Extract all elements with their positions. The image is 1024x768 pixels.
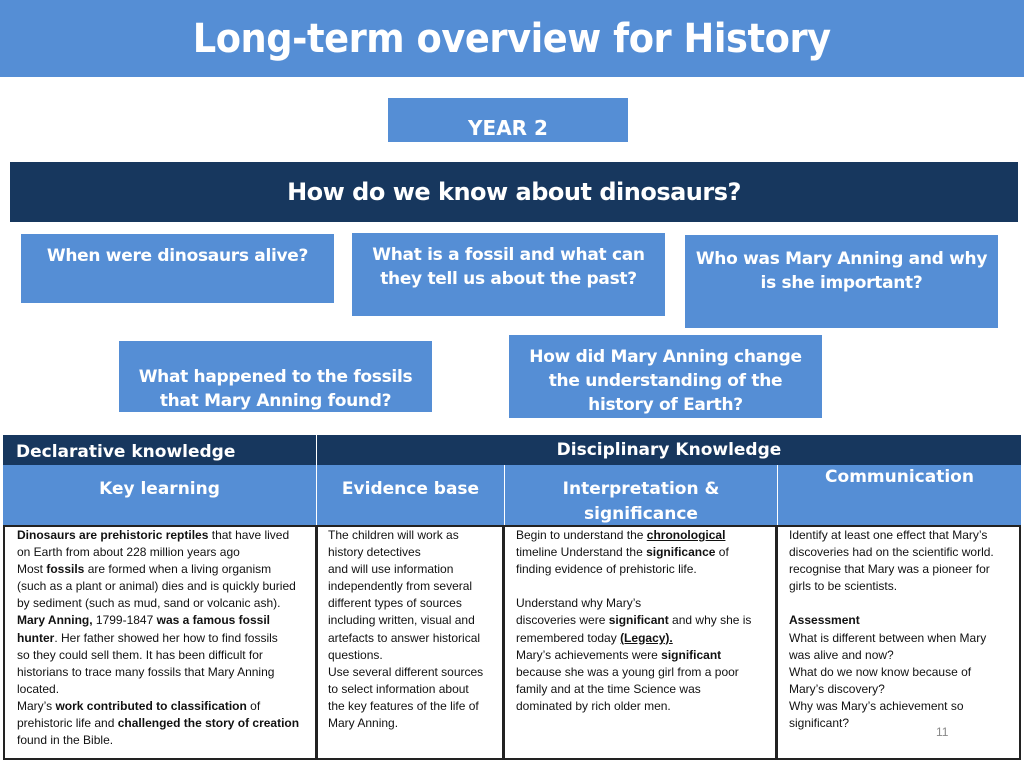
assessment-label: Assessment [789, 613, 860, 628]
question-box-5: How did Mary Anning change the understanding of the history of Earth? [509, 335, 822, 418]
knowledge-table [3, 435, 1021, 760]
communication-cell: Identify at least one effect that Mary’s discoveries had on the scientific world. recognise that Mary was a pioneer for girls to be scientists. Assessment What is different between when Mary was alive and now? What do we now know because of Mary’s discovery? Why was Mary’s achievement so significant? [777, 525, 1021, 760]
disciplinary-knowledge-header: Disciplinary Knowledge [316, 435, 1021, 465]
page-title-bar [0, 0, 1024, 77]
question-box-2: What is a fossil and what can they tell us about the past? [352, 233, 665, 316]
page-title: Long-term overview for History [193, 15, 831, 62]
interpretation-cell: Begin to understand the chronological timeline Understand the significance of finding evidence of prehistoric life. Understand why Mary’s discoveries were significant and why she is remembered today (Legacy). Mary’s achievements were significant because she was a young girl from a poor family and at the time Science was dominated by rich older men. [504, 525, 777, 760]
key-learning-cell: Dinosaurs are prehistoric reptiles that have lived on Earth from about 228 million years ago Most fossils are formed when a living organism (such as a plant or animal) dies and is quickly buried by sediment (such as mud, sand or volcanic ash). Mary Anning, 1799-1847 was a famous fossil hunter. Her father showed her how to find fossils so they could sell them. It has been difficult for historians to trace many fossils that Mary Anning located. Mary’s work contributed to classification of prehistoric life and challenged the story of creation found in the Bible. [3, 525, 317, 760]
big-question: How do we know about dinosaurs? [10, 162, 1018, 222]
question-box-1: When were dinosaurs alive? [21, 234, 334, 303]
page-number: 11 [936, 725, 949, 739]
question-box-4: What happened to the fossils that Mary Anning found? [119, 341, 432, 412]
evidence-base-cell: The children will work as history detectives and will use information independently from several different types of sources including written, visual and artefacts to answer historical questions. Use several different sources to select information about the key features of the life of Mary Anning. [317, 525, 504, 760]
column-header-key-learning: Key learning [3, 465, 316, 525]
column-header-interpretation: Interpretation & significance [504, 465, 777, 525]
year-label: YEAR 2 [388, 98, 628, 142]
column-header-evidence-base: Evidence base [316, 465, 504, 525]
column-header-communication: Communication [777, 465, 1021, 525]
question-box-3: Who was Mary Anning and why is she important? [685, 235, 998, 328]
declarative-knowledge-header: Declarative knowledge [3, 435, 316, 465]
